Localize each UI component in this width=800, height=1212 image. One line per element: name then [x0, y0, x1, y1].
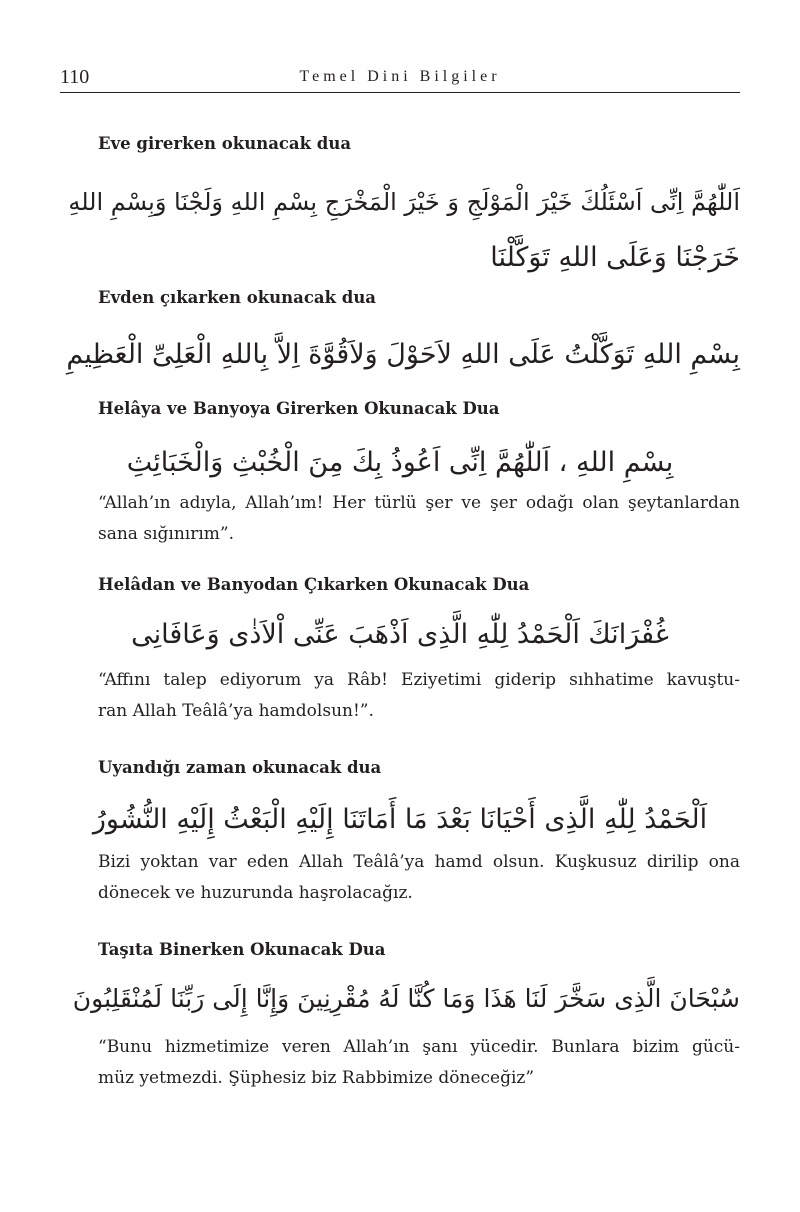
section-heading-waking: Uyandığı zaman okunacak dua: [98, 758, 382, 777]
section-heading-toilet-entry: Helâya ve Banyoya Girerken Okunacak Dua: [98, 399, 500, 418]
arabic-line: اَلْحَمْدُ لِلّٰهِ الَّذِى أَحْيَانَا بَعْدَ مَا أَمَاتَنَا إِلَيْهِ الْبَعْثُ إِلَيْهِ النُّشُورُ: [92, 804, 708, 835]
translation-paragraph: [98, 1032, 740, 1094]
translation-paragraph: [98, 488, 740, 550]
section-heading-home-entry: Eve girerken okunacak dua: [98, 134, 352, 153]
section-heading-vehicle: Taşıta Binerken Okunacak Dua: [98, 940, 386, 959]
translation-paragraph: [98, 665, 740, 727]
text-line: sana sığınırım”.: [98, 524, 234, 544]
translation-paragraph: [98, 847, 740, 909]
section-heading-toilet-exit: Helâdan ve Banyodan Çıkarken Okunacak Dua: [98, 575, 530, 594]
text-line: müz yetmezdi. Şüphesiz biz Rabbimize döneceğiz”: [98, 1068, 535, 1088]
text-line: Bizi yoktan var eden Allah Teâlâ’ya hamd olsun. Kuşkusuz dirilip ona: [98, 852, 740, 872]
arabic-line: بِسْمِ اللهِ تَوَكَّلْتُ عَلَى اللهِ لاَحَوْلَ وَلاَقُوَّةَ اِلاَّ بِاللهِ الْعَلِىِّ الْعَظِيمِ: [66, 339, 740, 370]
arabic-line: اَللّٰهُمَّ اِنِّى اَسْئَلُكَ خَيْرَ الْمَوْلَجِ وَ خَيْرَ الْمَخْرَجِ بِسْمِ اللهِ وَلَجْنَا وَبِسْمِ اللهِ: [68, 188, 740, 216]
page-header: [60, 66, 740, 93]
text-line: “Affını talep ediyorum ya Râb! Eziyetimi giderip sıhhatime kavuştu-: [98, 670, 740, 690]
text-line: “Allah’ın adıyla, Allah’ım! Her türlü şer ve şer odağı olan şeytanlardan: [98, 493, 740, 513]
page-number: 110: [60, 66, 90, 88]
section-heading-home-exit: Evden çıkarken okunacak dua: [98, 288, 377, 307]
text-line: “Bunu hizmetimize veren Allah’ın şanı yücedir. Bunlara bizim gücü-: [98, 1037, 740, 1057]
text-line: dönecek ve huzurunda haşrolacağız.: [98, 883, 413, 903]
arabic-line: بِسْمِ اللهِ ، اَللّٰهُمَّ اِنِّى اَعُوذُ بِكَ مِنَ الْخُبْثِ وَالْخَبَائِثِ: [126, 447, 674, 478]
text-line: ran Allah Teâlâ’ya hamdolsun!”.: [98, 701, 374, 721]
arabic-line: سُبْحَانَ الَّذِى سَخَّرَ لَنَا هَذَا وَمَا كُنَّا لَهُ مُقْرِنِينَ وَإِنَّا إِلَى رَبِّنَا لَمُنْقَلِبُونَ: [72, 984, 740, 1013]
running-title: Temel Dini Bilgiler: [299, 68, 501, 85]
arabic-line: غُفْرَانَكَ اَلْحَمْدُ لِلّٰهِ الَّذِى اَذْهَبَ عَنِّى اْلاَذٰى وَعَافَانِى: [131, 619, 669, 650]
arabic-line: خَرَجْنَا وَعَلَى اللهِ تَوَكَّلْنَا: [490, 242, 740, 273]
